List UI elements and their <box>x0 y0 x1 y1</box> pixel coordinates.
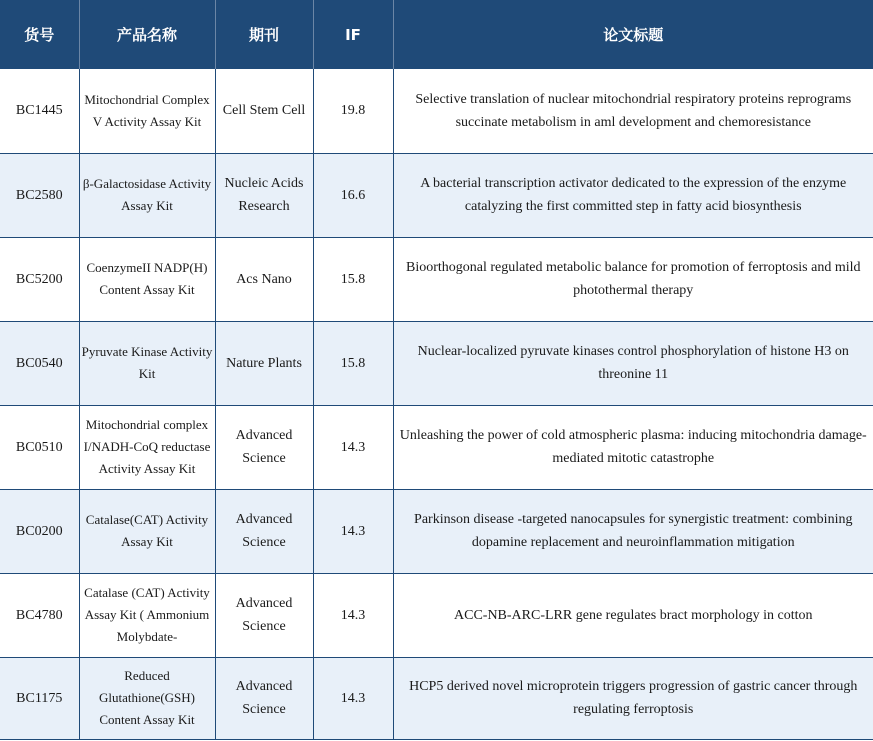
table-row <box>0 69 873 153</box>
product-name: Mitochondrial complex I/NADH-CoQ reductase Activity Assay Kit <box>83 417 211 476</box>
cell-code: BC0540 <box>0 321 79 405</box>
table-row <box>0 321 873 405</box>
product-name: CoenzymeII NADP(H) Content Assay Kit <box>86 260 208 297</box>
table-row <box>0 405 873 489</box>
cell-product <box>79 153 215 237</box>
header-code: 货号 <box>0 0 79 69</box>
cell-if: 16.6 <box>313 153 393 237</box>
cell-journal: Advanced Science <box>215 657 313 739</box>
cell-code: BC1445 <box>0 69 79 153</box>
table-row <box>0 489 873 573</box>
table-row <box>0 573 873 657</box>
product-name: Catalase (CAT) Activity Assay Kit ( Ammonium Molybdate- <box>84 585 210 644</box>
header-if: IF <box>313 0 393 69</box>
cell-journal: Cell Stem Cell <box>215 69 313 153</box>
cell-product <box>79 237 215 321</box>
cell-journal: Advanced Science <box>215 405 313 489</box>
cell-code: BC0200 <box>0 489 79 573</box>
cell-journal: Advanced Science <box>215 489 313 573</box>
header-product: 产品名称 <box>79 0 215 69</box>
cell-product <box>79 489 215 573</box>
header-journal: 期刊 <box>215 0 313 69</box>
cell-product <box>79 573 215 657</box>
cell-code: BC5200 <box>0 237 79 321</box>
cell-title: Selective translation of nuclear mitochondrial respiratory proteins reprograms succinate metabolism in aml development and chemoresistance <box>393 69 873 153</box>
product-name: Catalase(CAT) Activity Assay Kit <box>85 512 209 549</box>
product-name: Reduced Glutathione(GSH) Content Assay Kit <box>98 668 196 727</box>
cell-journal: Acs Nano <box>215 237 313 321</box>
cell-if: 14.3 <box>313 405 393 489</box>
cell-code: BC2580 <box>0 153 79 237</box>
cell-title: Parkinson disease -targeted nanocapsules for synergistic treatment: combining dopamine replacement and neuroinflammation mitigation <box>393 489 873 573</box>
cell-if: 14.3 <box>313 489 393 573</box>
header-row <box>0 0 873 69</box>
product-name: β-Galactosidase Activity Assay Kit <box>82 176 212 213</box>
cell-if: 14.3 <box>313 657 393 739</box>
cell-product <box>79 321 215 405</box>
cell-product <box>79 69 215 153</box>
table-header <box>0 0 873 69</box>
cell-if: 14.3 <box>313 573 393 657</box>
cell-journal: Nucleic Acids Research <box>215 153 313 237</box>
product-name: Mitochondrial Complex V Activity Assay Kit <box>84 91 210 129</box>
cell-code: BC1175 <box>0 657 79 739</box>
cell-title: Nuclear-localized pyruvate kinases control phosphorylation of histone H3 on threonine 11 <box>393 321 873 405</box>
cell-journal: Nature Plants <box>215 321 313 405</box>
cell-if: 19.8 <box>313 69 393 153</box>
cell-if: 15.8 <box>313 321 393 405</box>
cell-if: 15.8 <box>313 237 393 321</box>
cell-title: ACC-NB-ARC-LRR gene regulates bract morphology in cotton <box>393 573 873 657</box>
cell-title: HCP5 derived novel microprotein triggers progression of gastric cancer through regulating ferroptosis <box>393 657 873 739</box>
cell-title: Bioorthogonal regulated metabolic balance for promotion of ferroptosis and mild photothermal therapy <box>393 237 873 321</box>
cell-product <box>79 657 215 739</box>
cell-product <box>79 405 215 489</box>
cell-journal: Advanced Science <box>215 573 313 657</box>
table-row <box>0 657 873 739</box>
table-body <box>0 69 873 739</box>
product-name: Pyruvate Kinase Activity Kit <box>81 344 213 381</box>
header-title: 论文标题 <box>393 0 873 69</box>
cell-title: A bacterial transcription activator dedicated to the expression of the enzyme catalyzing the first committed step in fatty acid biosynthesis <box>393 153 873 237</box>
table-row <box>0 237 873 321</box>
cell-title: Unleashing the power of cold atmospheric plasma: inducing mitochondria damage-mediated mitotic catastrophe <box>393 405 873 489</box>
table-row <box>0 153 873 237</box>
cell-code: BC0510 <box>0 405 79 489</box>
cell-code: BC4780 <box>0 573 79 657</box>
